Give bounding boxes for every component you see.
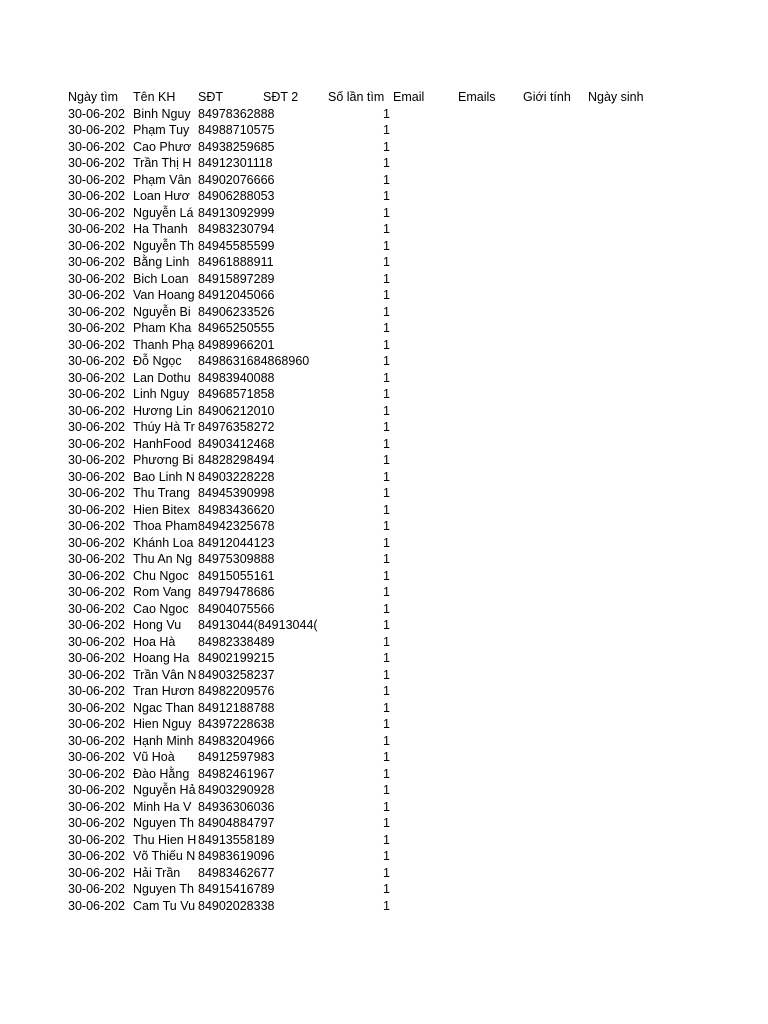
cell-sdt[interactable]: 84397228638 — [198, 717, 275, 731]
cell-sdt[interactable]: 84906233526 — [198, 304, 275, 319]
cell-count[interactable]: 1 — [383, 535, 390, 550]
cell-name[interactable]: Hien Nguy — [133, 717, 192, 731]
cell-count[interactable]: 1 — [383, 750, 390, 764]
cell-name[interactable]: Hoa Hà — [133, 634, 176, 649]
cell-count[interactable]: 1 — [383, 238, 390, 253]
cell-date[interactable]: 30-06-202 — [68, 469, 125, 484]
cell-date[interactable]: 30-06-202 — [68, 337, 125, 352]
cell-date[interactable]: 30-06-202 — [68, 354, 125, 368]
cell-sdt[interactable]: 84904075566 — [198, 601, 275, 616]
cell-date[interactable]: 30-06-202 — [68, 667, 125, 682]
cell-date[interactable]: 30-06-202 — [68, 882, 125, 896]
cell-name[interactable]: Nguyễn Lá — [133, 205, 194, 220]
header-gender[interactable]: Giới tính — [523, 90, 571, 104]
cell-name[interactable]: Ngac Than — [133, 700, 194, 715]
cell-count[interactable]: 1 — [383, 304, 390, 319]
cell-name[interactable]: HanhFood — [133, 436, 192, 451]
cell-count[interactable]: 1 — [383, 205, 390, 220]
cell-date[interactable]: 30-06-202 — [68, 585, 125, 599]
cell-date[interactable]: 30-06-202 — [68, 420, 125, 434]
cell-count[interactable]: 1 — [383, 651, 390, 665]
cell-count[interactable]: 1 — [383, 717, 390, 731]
cell-count[interactable]: 1 — [383, 667, 390, 682]
cell-name[interactable]: Hương Lin — [133, 403, 193, 418]
cell-sdt[interactable]: 84965250555 — [198, 321, 275, 335]
cell-count[interactable]: 1 — [383, 832, 390, 847]
cell-count[interactable]: 1 — [383, 601, 390, 616]
cell-date[interactable]: 30-06-202 — [68, 700, 125, 715]
cell-sdt[interactable]: 84915416789 — [198, 882, 275, 896]
cell-name[interactable]: Bich Loan — [133, 271, 189, 286]
cell-name[interactable]: Phương Bi — [133, 453, 194, 467]
cell-count[interactable]: 1 — [383, 684, 390, 698]
cell-sdt[interactable]: 84903228228 — [198, 469, 275, 484]
cell-name[interactable]: Nguyễn Hả — [133, 783, 196, 797]
cell-count[interactable]: 1 — [383, 486, 390, 500]
header-name[interactable]: Tên KH — [133, 90, 176, 104]
cell-count[interactable]: 1 — [383, 222, 390, 236]
cell-sdt[interactable]: 84975309888 — [198, 552, 275, 566]
cell-count[interactable]: 1 — [383, 436, 390, 451]
cell-name[interactable]: Chu Ngoc — [133, 568, 189, 583]
cell-sdt[interactable]: 84913044(84913044( — [198, 618, 318, 632]
cell-date[interactable]: 30-06-202 — [68, 139, 125, 154]
cell-date[interactable]: 30-06-202 — [68, 568, 125, 583]
cell-name[interactable]: Hoang Ha — [133, 651, 190, 665]
cell-name[interactable]: Thu An Ng — [133, 552, 193, 566]
cell-count[interactable]: 1 — [383, 255, 390, 269]
cell-name[interactable]: Thanh Phạ — [133, 337, 195, 352]
cell-count[interactable]: 1 — [383, 552, 390, 566]
cell-count[interactable]: 1 — [383, 799, 390, 814]
cell-date[interactable]: 30-06-202 — [68, 849, 125, 863]
cell-date[interactable]: 30-06-202 — [68, 717, 125, 731]
cell-sdt[interactable]: 84913558189 — [198, 832, 275, 847]
header-emails[interactable]: Emails — [458, 90, 496, 104]
cell-date[interactable]: 30-06-202 — [68, 172, 125, 187]
header-count[interactable]: Số lần tìm — [328, 90, 385, 104]
cell-sdt[interactable]: 84828298494 — [198, 453, 275, 467]
cell-name[interactable]: Cam Tu Vu — [133, 898, 196, 913]
cell-sdt[interactable]: 84982338489 — [198, 634, 275, 649]
cell-name[interactable]: Phạm Vân — [133, 172, 192, 187]
cell-count[interactable]: 1 — [383, 469, 390, 484]
cell-sdt[interactable]: 84945585599 — [198, 238, 275, 253]
header-date[interactable]: Ngày tìm — [68, 90, 119, 104]
cell-sdt[interactable]: 84912597983 — [198, 750, 275, 764]
cell-count[interactable]: 1 — [383, 816, 390, 830]
cell-date[interactable]: 30-06-202 — [68, 288, 125, 302]
cell-count[interactable]: 1 — [383, 849, 390, 863]
cell-count[interactable]: 1 — [383, 337, 390, 352]
cell-date[interactable]: 30-06-202 — [68, 106, 125, 121]
cell-sdt[interactable]: 84979478686 — [198, 585, 275, 599]
cell-sdt[interactable]: 84906288053 — [198, 189, 275, 203]
cell-date[interactable]: 30-06-202 — [68, 502, 125, 517]
header-dob[interactable]: Ngày sinh — [588, 90, 644, 104]
cell-sdt[interactable]: 84942325678 — [198, 519, 275, 533]
header-email[interactable]: Email — [393, 90, 425, 104]
cell-date[interactable]: 30-06-202 — [68, 304, 125, 319]
cell-date[interactable]: 30-06-202 — [68, 255, 125, 269]
cell-date[interactable]: 30-06-202 — [68, 651, 125, 665]
cell-date[interactable]: 30-06-202 — [68, 156, 125, 170]
cell-sdt[interactable]: 84983230794 — [198, 222, 275, 236]
cell-count[interactable]: 1 — [383, 865, 390, 880]
cell-name[interactable]: Van Hoang — [133, 288, 195, 302]
cell-name[interactable]: Pham Kha — [133, 321, 192, 335]
cell-count[interactable]: 1 — [383, 585, 390, 599]
cell-sdt[interactable]: 84983619096 — [198, 849, 275, 863]
cell-count[interactable]: 1 — [383, 106, 390, 121]
cell-date[interactable]: 30-06-202 — [68, 832, 125, 847]
cell-date[interactable]: 30-06-202 — [68, 486, 125, 500]
cell-name[interactable]: Trần Thị H — [133, 156, 192, 170]
cell-name[interactable]: Vũ Hoà — [133, 750, 175, 764]
cell-name[interactable]: Cao Ngoc — [133, 601, 189, 616]
cell-name[interactable]: Nguyen Th — [133, 816, 194, 830]
cell-sdt[interactable]: 84936306036 — [198, 799, 275, 814]
cell-sdt[interactable]: 84912301118 — [198, 156, 273, 170]
cell-date[interactable]: 30-06-202 — [68, 403, 125, 418]
cell-sdt[interactable]: 84902028338 — [198, 898, 275, 913]
cell-sdt[interactable]: 84983940088 — [198, 370, 275, 385]
cell-count[interactable]: 1 — [383, 172, 390, 187]
cell-count[interactable]: 1 — [383, 453, 390, 467]
cell-name[interactable]: Thu Hien H — [133, 832, 197, 847]
cell-count[interactable]: 1 — [383, 403, 390, 418]
cell-name[interactable]: Phạm Tuy — [133, 123, 190, 137]
cell-sdt[interactable]: 84938259685 — [198, 139, 275, 154]
cell-date[interactable]: 30-06-202 — [68, 123, 125, 137]
cell-date[interactable]: 30-06-202 — [68, 601, 125, 616]
cell-name[interactable]: Đỗ Ngọc — [133, 354, 182, 368]
cell-name[interactable]: Lan Dothu — [133, 370, 191, 385]
cell-sdt[interactable]: 84912044123 — [198, 535, 275, 550]
cell-sdt[interactable]: 84913092999 — [198, 205, 275, 220]
cell-date[interactable]: 30-06-202 — [68, 684, 125, 698]
cell-date[interactable]: 30-06-202 — [68, 453, 125, 467]
cell-date[interactable]: 30-06-202 — [68, 519, 125, 533]
cell-name[interactable]: Hien Bitex — [133, 502, 190, 517]
cell-count[interactable]: 1 — [383, 156, 390, 170]
cell-name[interactable]: Đào Hằng — [133, 766, 190, 781]
cell-date[interactable]: 30-06-202 — [68, 370, 125, 385]
cell-name[interactable]: Võ Thiếu N — [133, 849, 196, 863]
cell-date[interactable]: 30-06-202 — [68, 634, 125, 649]
cell-name[interactable]: Nguyễn Bi — [133, 304, 191, 319]
cell-count[interactable]: 1 — [383, 502, 390, 517]
cell-date[interactable]: 30-06-202 — [68, 552, 125, 566]
cell-date[interactable]: 30-06-202 — [68, 271, 125, 286]
cell-date[interactable]: 30-06-202 — [68, 750, 125, 764]
cell-count[interactable]: 1 — [383, 370, 390, 385]
cell-sdt[interactable]: 84983462677 — [198, 865, 275, 880]
cell-name[interactable]: Bao Linh N — [133, 469, 195, 484]
cell-sdt[interactable]: 84945390998 — [198, 486, 275, 500]
cell-count[interactable]: 1 — [383, 898, 390, 913]
cell-sdt[interactable]: 84988710575 — [198, 123, 275, 137]
cell-name[interactable]: Trần Vân N — [133, 667, 197, 682]
cell-sdt[interactable]: 84912188788 — [198, 700, 275, 715]
cell-sdt[interactable]: 84983436620 — [198, 502, 275, 517]
cell-sdt[interactable]: 84906212010 — [198, 403, 275, 418]
cell-sdt[interactable]: 84989966201 — [198, 337, 275, 352]
header-sdt2[interactable]: SĐT 2 — [263, 90, 299, 104]
cell-count[interactable]: 1 — [383, 766, 390, 781]
cell-name[interactable]: Hạnh Minh — [133, 733, 194, 748]
cell-sdt[interactable]: 84983204966 — [198, 733, 275, 748]
cell-name[interactable]: Ha Thanh — [133, 222, 188, 236]
cell-count[interactable]: 1 — [383, 139, 390, 154]
cell-name[interactable]: Khánh Loa — [133, 535, 194, 550]
cell-sdt[interactable]: 84904884797 — [198, 816, 275, 830]
cell-sdt[interactable]: 84902076666 — [198, 172, 275, 187]
cell-sdt[interactable]: 84915055161 — [198, 568, 275, 583]
cell-name[interactable]: Rom Vang — [133, 585, 192, 599]
cell-date[interactable]: 30-06-202 — [68, 222, 125, 236]
cell-count[interactable]: 1 — [383, 783, 390, 797]
cell-date[interactable]: 30-06-202 — [68, 387, 125, 401]
cell-name[interactable]: Thúy Hà Tr — [133, 420, 195, 434]
cell-date[interactable]: 30-06-202 — [68, 205, 125, 220]
cell-sdt[interactable]: 84982209576 — [198, 684, 275, 698]
cell-name[interactable]: Thu Trang — [133, 486, 190, 500]
cell-date[interactable]: 30-06-202 — [68, 618, 125, 632]
cell-sdt[interactable]: 84902199215 — [198, 651, 275, 665]
cell-count[interactable]: 1 — [383, 271, 390, 286]
cell-date[interactable]: 30-06-202 — [68, 238, 125, 253]
cell-name[interactable]: Hong Vu — [133, 618, 182, 632]
cell-count[interactable]: 1 — [383, 618, 390, 632]
cell-sdt[interactable]: 84903258237 — [198, 667, 275, 682]
cell-name[interactable]: Cao Phươ — [133, 139, 192, 154]
cell-sdt[interactable]: 84976358272 — [198, 420, 275, 434]
cell-date[interactable]: 30-06-202 — [68, 898, 125, 913]
cell-count[interactable]: 1 — [383, 700, 390, 715]
cell-name[interactable]: Minh Ha V — [133, 799, 192, 814]
cell-date[interactable]: 30-06-202 — [68, 799, 125, 814]
cell-sdt[interactable]: 8498631684868960 — [198, 354, 310, 368]
cell-count[interactable]: 1 — [383, 387, 390, 401]
cell-sdt[interactable]: 84968571858 — [198, 387, 275, 401]
cell-sdt[interactable]: 84978362888 — [198, 106, 275, 121]
header-sdt[interactable]: SĐT — [198, 90, 223, 104]
cell-sdt[interactable]: 84903290928 — [198, 783, 275, 797]
cell-sdt[interactable]: 84915897289 — [198, 271, 275, 286]
cell-count[interactable]: 1 — [383, 288, 390, 302]
cell-count[interactable]: 1 — [383, 519, 390, 533]
cell-count[interactable]: 1 — [383, 321, 390, 335]
cell-date[interactable]: 30-06-202 — [68, 733, 125, 748]
cell-name[interactable]: Loan Hươ — [133, 189, 190, 203]
cell-count[interactable]: 1 — [383, 882, 390, 896]
cell-name[interactable]: Thoa Pham — [133, 519, 198, 533]
cell-sdt[interactable]: 84903412468 — [198, 436, 275, 451]
cell-count[interactable]: 1 — [383, 420, 390, 434]
cell-date[interactable]: 30-06-202 — [68, 766, 125, 781]
cell-count[interactable]: 1 — [383, 123, 390, 137]
cell-sdt[interactable]: 84912045066 — [198, 288, 275, 302]
cell-date[interactable]: 30-06-202 — [68, 865, 125, 880]
cell-name[interactable]: Tran Hươn — [133, 684, 195, 698]
cell-name[interactable]: Bằng Linh — [133, 255, 190, 269]
cell-date[interactable]: 30-06-202 — [68, 189, 125, 203]
cell-name[interactable]: Hải Trần — [133, 865, 181, 880]
cell-date[interactable]: 30-06-202 — [68, 436, 125, 451]
cell-count[interactable]: 1 — [383, 189, 390, 203]
cell-count[interactable]: 1 — [383, 733, 390, 748]
cell-sdt[interactable]: 84982461967 — [198, 766, 275, 781]
cell-count[interactable]: 1 — [383, 568, 390, 583]
cell-name[interactable]: Nguyen Th — [133, 882, 194, 896]
cell-name[interactable]: Nguyễn Th — [133, 238, 194, 253]
cell-date[interactable]: 30-06-202 — [68, 535, 125, 550]
cell-name[interactable]: Linh Nguy — [133, 387, 190, 401]
cell-date[interactable]: 30-06-202 — [68, 816, 125, 830]
cell-date[interactable]: 30-06-202 — [68, 321, 125, 335]
cell-name[interactable]: Binh Nguy — [133, 106, 191, 121]
cell-count[interactable]: 1 — [383, 634, 390, 649]
cell-date[interactable]: 30-06-202 — [68, 783, 125, 797]
cell-count[interactable]: 1 — [383, 354, 390, 368]
cell-sdt[interactable]: 84961888911 — [198, 255, 274, 269]
